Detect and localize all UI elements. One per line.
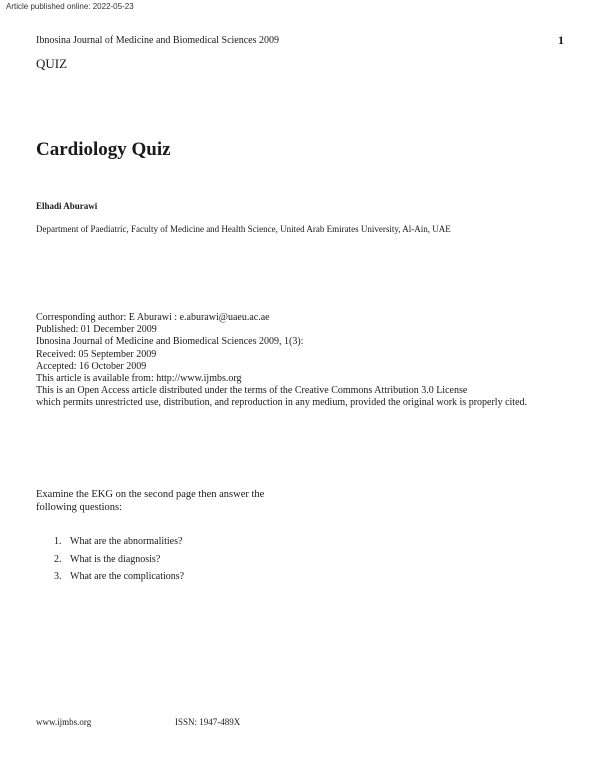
quiz-intro (36, 488, 264, 514)
accepted-date: Accepted: 16 October 2009 (36, 360, 147, 372)
quiz-intro-line-1: Examine the EKG on the second page then answer the (36, 489, 265, 500)
list-item (54, 551, 184, 569)
question-list (54, 533, 184, 586)
published-date: Published: 01 December 2009 (36, 324, 157, 336)
question-text: What are the complications? (70, 571, 185, 582)
license-line-1: This is an Open Access article distributed under the terms of the Creative Commons Attribution 3.0 License (36, 385, 468, 397)
section-label: QUIZ (36, 56, 68, 71)
availability: This article is available from: http://www.ijmbs.org (36, 373, 242, 385)
author-affiliation: Department of Paediatric, Faculty of Medicine and Health Science, United Arab Emirates University, Al-Ain, UAE (36, 224, 451, 234)
footer-website: www.ijmbs.org (36, 717, 92, 727)
received-date: Received: 05 September 2009 (36, 348, 157, 360)
license-line-2: which permits unrestricted use, distribution, and reproduction in any medium, provided the original work is properly cited. (36, 397, 528, 409)
question-text: What is the diagnosis? (70, 553, 161, 565)
page-number: 1 (558, 33, 564, 47)
question-text: What are the abnormalities? (70, 536, 183, 547)
publication-stamp: Article published online: 2022-05-23 (6, 2, 134, 11)
running-header-journal: Ibnosina Journal of Medicine and Biomedical Sciences 2009 (36, 35, 279, 46)
quiz-intro-line-2: following questions: (36, 502, 123, 513)
author-name: Elhadi Aburawi (36, 201, 98, 211)
question-number: 1. (54, 536, 62, 547)
list-item (54, 568, 184, 586)
list-item (54, 533, 184, 551)
footer-issn: ISSN: 1947-489X (175, 717, 241, 727)
question-number: 2. (54, 553, 62, 565)
corresponding-author: Corresponding author: E Aburawi : e.aburawi@uaeu.ac.ae (36, 312, 270, 323)
article-title: Cardiology Quiz (36, 139, 171, 160)
citation: Ibnosina Journal of Medicine and Biomedical Sciences 2009, 1(3): (36, 336, 304, 348)
question-number: 3. (54, 571, 62, 582)
article-metadata (36, 312, 527, 410)
